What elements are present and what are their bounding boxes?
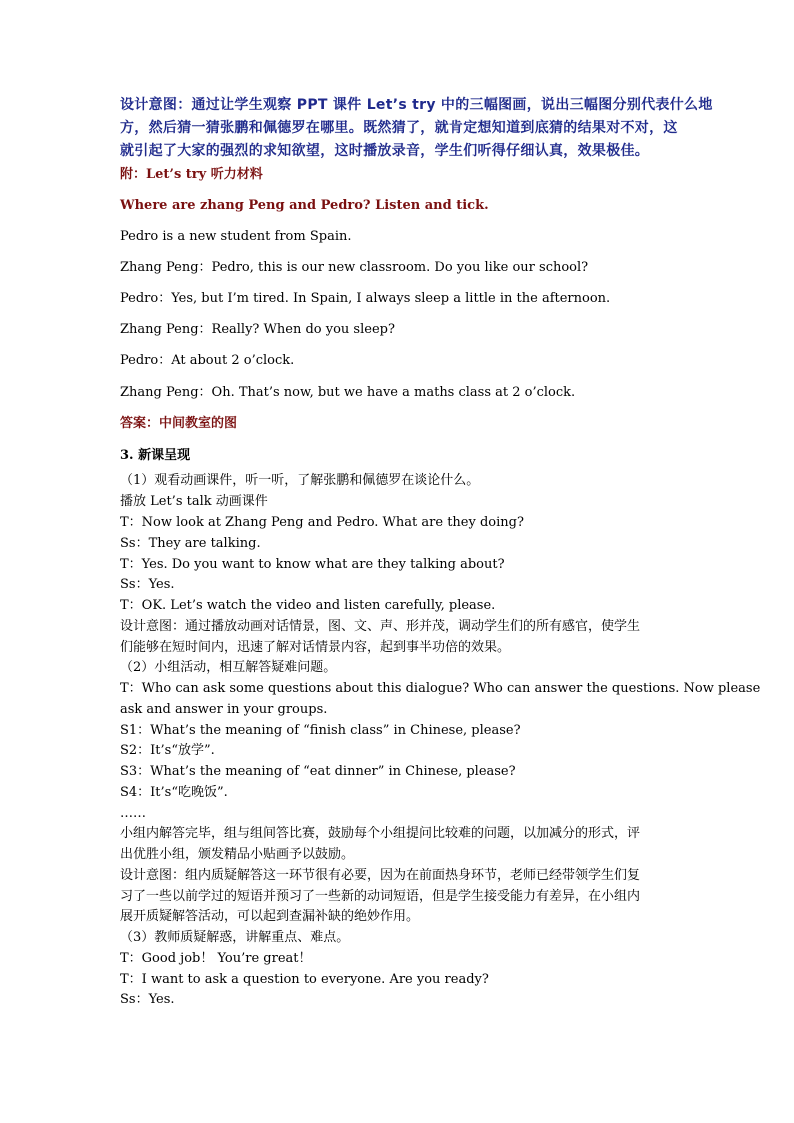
body-line: T：Who can ask some questions about this dialogue? Who can answer the questions. Now please (120, 681, 761, 696)
body-line: Ss：Yes. (120, 577, 175, 592)
body-line: 设计意图：通过播放动画对话情景，图、文、声、形并茂，调动学生们的所有感官，使学生 (120, 619, 641, 634)
body-line: （2）小组活动，相互解答疑难问题。 (120, 660, 337, 675)
body-line: 习了一些以前学过的短语并预习了一些新的动词短语，但是学生接受能力有差异，在小组内 (120, 889, 641, 904)
body-line: …… (120, 806, 146, 821)
listening-line: Zhang Peng：Oh. That’s now, but we have a maths class at 2 o’clock. (120, 385, 576, 400)
design-intent-line-2: 方，然后猜一猜张鹏和佩德罗在哪里。既然猜了，就肯定想知道到底猜的结果对不对，这 (120, 120, 678, 136)
answer-line: 答案：中间教室的图 (120, 416, 238, 431)
body-line: 小组内解答完毕，组与组间答比赛，鼓励每个小组提问比较难的问题，以加减分的形式，评 (120, 826, 641, 841)
body-line: 设计意图：组内质疑解答这一环节很有必要，因为在前面热身环节，老师已经带领学生们复 (120, 868, 641, 883)
body-line: （1）观看动画课件，听一听，了解张鹏和佩德罗在谈论什么。 (120, 473, 480, 488)
body-line: S2：It’s“放学”. (120, 743, 215, 758)
design-intent-line-1: 设计意图：通过让学生观察 PPT 课件 Let’s try 中的三幅图画，说出三幅图分别代表什么地 (120, 97, 713, 113)
body-line: T：Now look at Zhang Peng and Pedro. What are they doing? (120, 515, 524, 530)
listening-line: Pedro：At about 2 o’clock. (120, 353, 295, 368)
body-line: 们能够在短时间内，迅速了解对话情景内容，起到事半功倍的效果。 (120, 640, 511, 655)
body-line: Ss：They are talking. (120, 536, 261, 551)
listening-line: Zhang Peng：Pedro, this is our new classroom. Do you like our school? (120, 260, 589, 275)
design-intent-line-3: 就引起了大家的强烈的求知欲望，这时播放录音，学生们听得仔细认真，效果极佳。 (120, 143, 650, 159)
listening-line: Pedro：Yes, but I’m tired. In Spain, I always sleep a little in the afternoon. (120, 291, 611, 306)
body-line: T：I want to ask a question to everyone. Are you ready? (120, 972, 489, 987)
attachment-title: 附：Let’s try 听力材料 (120, 167, 263, 182)
body-line: T：Yes. Do you want to know what are they talking about? (120, 557, 505, 572)
body-line: S3：What’s the meaning of “eat dinner” in Chinese, please? (120, 764, 516, 779)
body-line: 播放 Let’s talk 动画课件 (120, 494, 268, 509)
section-3-title: 3. 新课呈现 (120, 448, 191, 463)
body-line: S4：It’s“吃晚饭”. (120, 785, 228, 800)
body-line: ask and answer in your groups. (120, 702, 328, 717)
listening-line: Zhang Peng：Really? When do you sleep? (120, 322, 395, 337)
listening-question: Where are zhang Peng and Pedro? Listen and tick. (120, 198, 489, 213)
body-line: 展开质疑解答活动，可以起到查漏补缺的绝妙作用。 (120, 909, 420, 924)
body-line: 出优胜小组，颁发精品小贴画予以鼓励。 (120, 847, 355, 862)
listening-line: Pedro is a new student from Spain. (120, 229, 352, 244)
body-line: （3）教师质疑解惑，讲解重点、难点。 (120, 930, 350, 945)
body-line: S1：What’s the meaning of “finish class” in Chinese, please? (120, 723, 521, 738)
body-line: T：Good job！ You’re great！ (120, 951, 312, 966)
body-line: Ss：Yes. (120, 992, 175, 1007)
body-line: T：OK. Let’s watch the video and listen carefully, please. (120, 598, 496, 613)
